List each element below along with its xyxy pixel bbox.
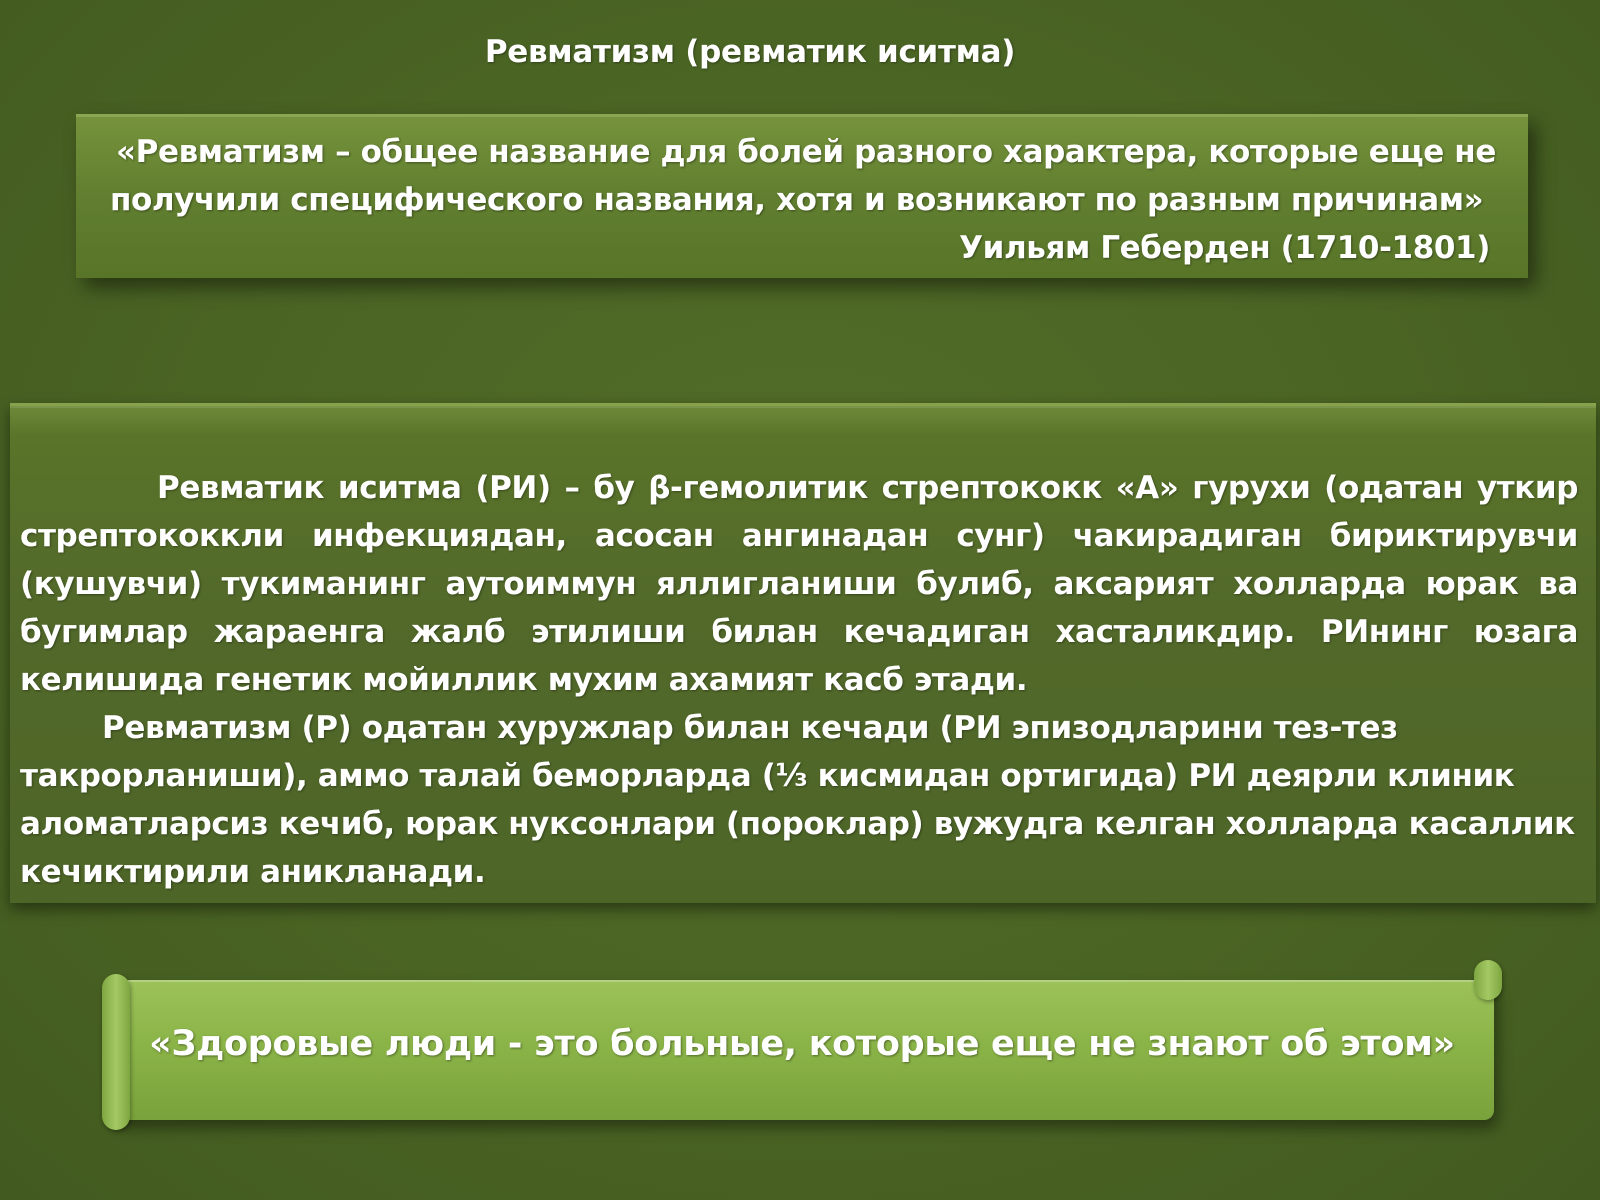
scroll-curl-right (1474, 960, 1502, 1000)
quote-box (76, 114, 1528, 278)
banner-quote: «Здоровые люди - это больные, которые еще не знают об этом» (149, 1024, 1455, 1064)
paragraph-2: Ревматизм (Р) одатан хуружлар билан кечади (РИ эпизодларини тез-тез такрорланиши), аммо талай беморларда (⅓ кисмидан ортигида) РИ деярли клиник аломатларсиз кечиб, юрак нуксонлари (пороклар) вужудга келган холларда касаллик кечиктирили аникланади. (20, 710, 1575, 890)
quote-author: Уильям Геберден (1710-1801) (959, 230, 1490, 266)
paragraph-1: Ревматик иситма (РИ) – бу β-гемолитик стрептококк «А» гурухи (одатан уткир стрептококкли инфекциядан, асосан ангинадан сунг) чакирадиган бириктирувчи (кушувчи) тукиманинг аутоиммун яллигланиши булиб, аксарият холларда юрак ва бугимлар жараенга жалб этилиши билан кечадиган хасталикдир. РИнинг юзага келишида генетик мойиллик мухим ахамият касб этади. (20, 470, 1578, 698)
scroll-banner (110, 980, 1494, 1120)
quote-line-2: получили специфического названия, хотя и возникают по разным причинам» (110, 182, 1484, 218)
main-text-box (10, 403, 1596, 903)
quote-line-1: «Ревматизм – общее название для болей разного характера, которые еще не (116, 134, 1496, 170)
slide-title: Ревматизм (ревматик иситма) (484, 34, 1016, 70)
